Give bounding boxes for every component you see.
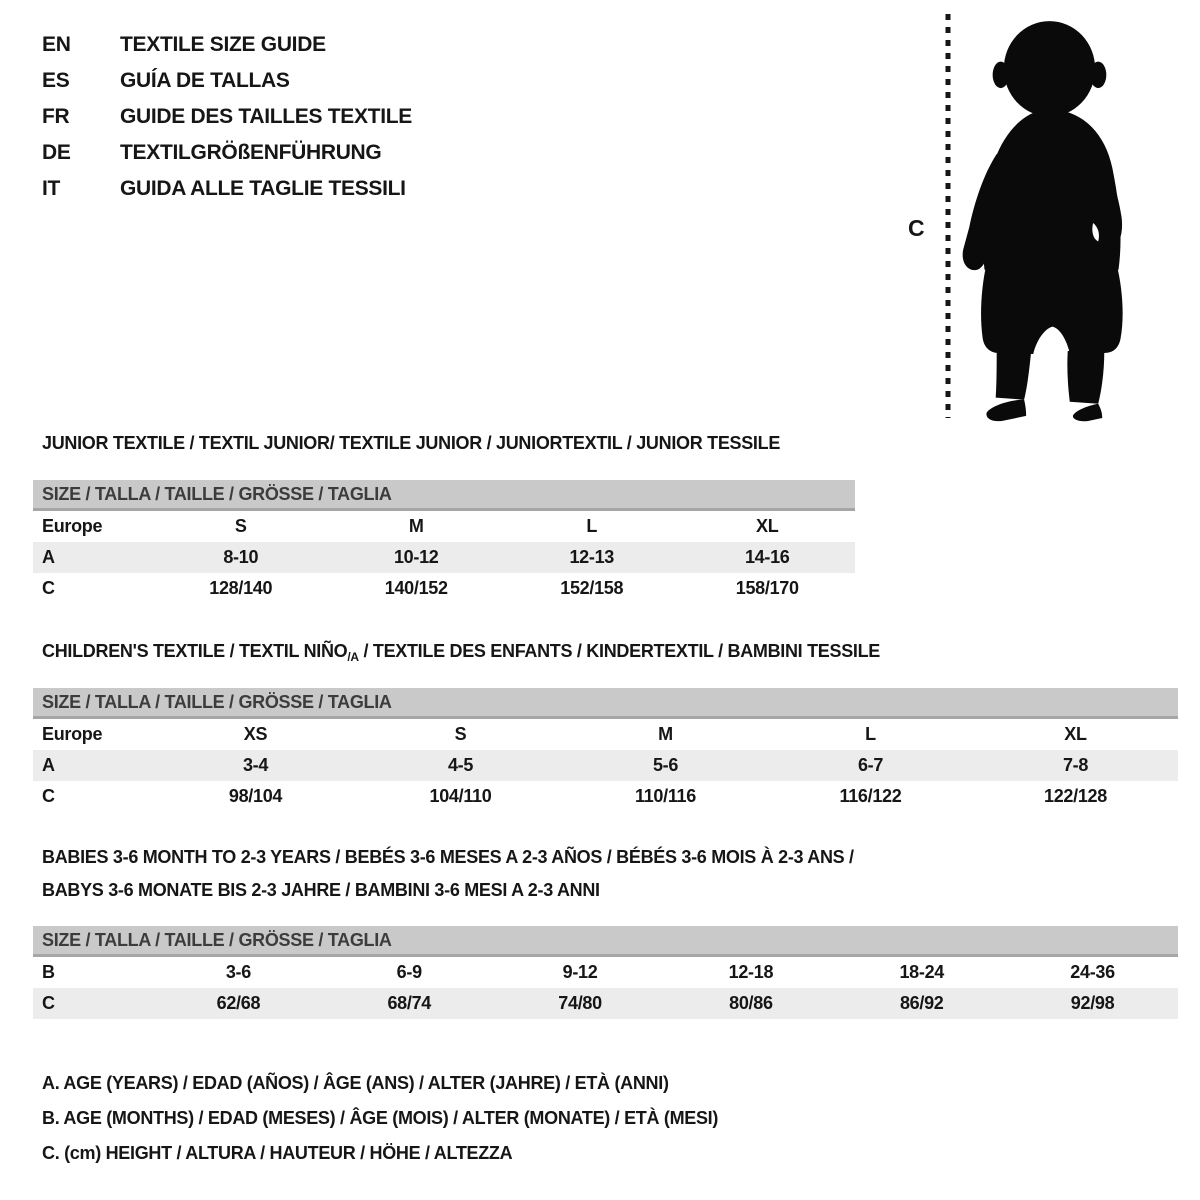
- row-label: C: [42, 578, 55, 598]
- section-heading-babies-line1: BABIES 3-6 MONTH TO 2-3 YEARS / BEBÉS 3-6 MESES A 2-3 AÑOS / BÉBÉS 3-6 MOIS À 2-3 ANS /: [42, 847, 854, 867]
- table-header-bar: SIZE / TALLA / TAILLE / GRÖSSE / TAGLIA: [33, 688, 1178, 719]
- language-title: GUIDA ALLE TAGLIE TESSILI: [120, 177, 406, 200]
- heading-text: CHILDREN'S TEXTILE / TEXTIL NIÑO: [42, 641, 348, 661]
- table-cell: 18-24: [899, 962, 944, 982]
- row-label: A: [42, 755, 55, 775]
- language-code: EN: [42, 33, 71, 56]
- section-heading-babies-line2: BABYS 3-6 MONATE BIS 2-3 JAHRE / BAMBINI 3-6 MESI A 2-3 ANNI: [42, 880, 600, 900]
- children-size-table: [33, 688, 1178, 812]
- table-cell: 10-12: [393, 547, 439, 567]
- language-row-fr: [42, 99, 412, 135]
- table-row: [33, 988, 1178, 1019]
- table-row: [33, 542, 855, 573]
- table-cell: 86/92: [899, 993, 944, 1013]
- table-cell: 62/68: [216, 993, 261, 1013]
- language-row-en: [42, 27, 412, 63]
- table-header-bar: SIZE / TALLA / TAILLE / GRÖSSE / TAGLIA: [33, 926, 1178, 957]
- table-cell: XS: [243, 724, 268, 744]
- table-cell: 158/170: [735, 578, 799, 598]
- table-cell: 12-13: [569, 547, 615, 567]
- legend-line-b: B. AGE (MONTHS) / EDAD (MESES) / ÂGE (MOIS) / ALTER (MONATE) / ETÀ (MESI): [42, 1108, 719, 1128]
- table-cell: 80/86: [729, 993, 773, 1013]
- figure-height-label: C: [908, 215, 925, 241]
- table-cell: L: [586, 516, 598, 536]
- table-cell: XL: [756, 516, 779, 536]
- table-cell: 92/98: [1070, 993, 1115, 1013]
- row-label: B: [42, 962, 55, 982]
- language-code: FR: [42, 105, 70, 128]
- legend-line-c: C. (cm) HEIGHT / ALTURA / HAUTEUR / HÖHE / ALTEZZA: [42, 1143, 513, 1163]
- table-header-bar: SIZE / TALLA / TAILLE / GRÖSSE / TAGLIA: [33, 480, 855, 511]
- table-cell: 6-9: [396, 962, 422, 982]
- table-cell: 9-12: [562, 962, 598, 982]
- table-cell: 12-18: [728, 962, 774, 982]
- language-title: TEXTILGRÖßENFÜHRUNG: [120, 141, 382, 164]
- table-row: [33, 750, 1178, 781]
- table-row: [33, 511, 855, 542]
- table-cell: 3-4: [242, 755, 269, 775]
- row-label: C: [42, 786, 55, 806]
- legend-line-a: A. AGE (YEARS) / EDAD (AÑOS) / ÂGE (ANS) / ALTER (JAHRE) / ETÀ (ANNI): [42, 1073, 669, 1093]
- language-title-list: [42, 27, 412, 207]
- table-cell: S: [234, 516, 247, 536]
- toddler-silhouette-image: [962, 16, 1140, 422]
- table-cell: 128/140: [209, 578, 273, 598]
- table-row: [33, 719, 1178, 750]
- language-row-de: [42, 135, 412, 171]
- babies-size-table: [33, 926, 1178, 1019]
- table-cell: 74/80: [558, 993, 602, 1013]
- table-cell: 24-36: [1070, 962, 1115, 982]
- table-cell: 140/152: [384, 578, 448, 598]
- table-cell: 104/110: [429, 786, 492, 806]
- row-label: Europe: [42, 516, 103, 536]
- table-cell: 7-8: [1062, 755, 1089, 775]
- language-row-es: [42, 63, 412, 99]
- row-label: C: [42, 993, 55, 1013]
- language-code: IT: [42, 177, 61, 200]
- table-cell: S: [454, 724, 467, 744]
- table-cell: L: [865, 724, 876, 744]
- table-cell: M: [408, 516, 424, 536]
- heading-text: / TEXTILE DES ENFANTS / KINDERTEXTIL / BAMBINI TESSILE: [358, 641, 880, 661]
- language-code: DE: [42, 141, 71, 164]
- table-cell: 152/158: [560, 578, 624, 598]
- table-cell: 8-10: [223, 547, 259, 567]
- table-cell: 6-7: [857, 755, 884, 775]
- table-cell: 98/104: [228, 786, 283, 806]
- height-measure-dashed-line: [942, 14, 954, 418]
- language-title: GUIDE DES TAILLES TEXTILE: [120, 105, 412, 128]
- section-heading-children: [42, 641, 880, 664]
- language-code: ES: [42, 69, 70, 92]
- measurement-legend: [42, 1066, 718, 1171]
- table-cell: 68/74: [387, 993, 432, 1013]
- table-cell: 5-6: [652, 755, 679, 775]
- table-cell: M: [658, 724, 673, 744]
- row-label: A: [42, 547, 55, 567]
- table-cell: 14-16: [744, 547, 790, 567]
- table-cell: 4-5: [447, 755, 474, 775]
- junior-size-table: [33, 480, 855, 604]
- language-row-it: [42, 171, 412, 207]
- row-label: Europe: [42, 724, 103, 744]
- table-cell: XL: [1064, 724, 1087, 744]
- section-heading-junior: JUNIOR TEXTILE / TEXTIL JUNIOR/ TEXTILE JUNIOR / JUNIORTEXTIL / JUNIOR TESSILE: [42, 433, 781, 453]
- table-row: [33, 957, 1178, 988]
- language-title: GUÍA DE TALLAS: [120, 69, 290, 92]
- heading-subscript: /A: [347, 650, 359, 664]
- table-cell: 122/128: [1044, 786, 1107, 806]
- table-cell: 3-6: [225, 962, 251, 982]
- table-cell: 110/116: [635, 786, 696, 806]
- table-row: [33, 781, 1178, 812]
- table-row: [33, 573, 855, 604]
- language-title: TEXTILE SIZE GUIDE: [120, 33, 326, 56]
- table-cell: 116/122: [839, 786, 902, 806]
